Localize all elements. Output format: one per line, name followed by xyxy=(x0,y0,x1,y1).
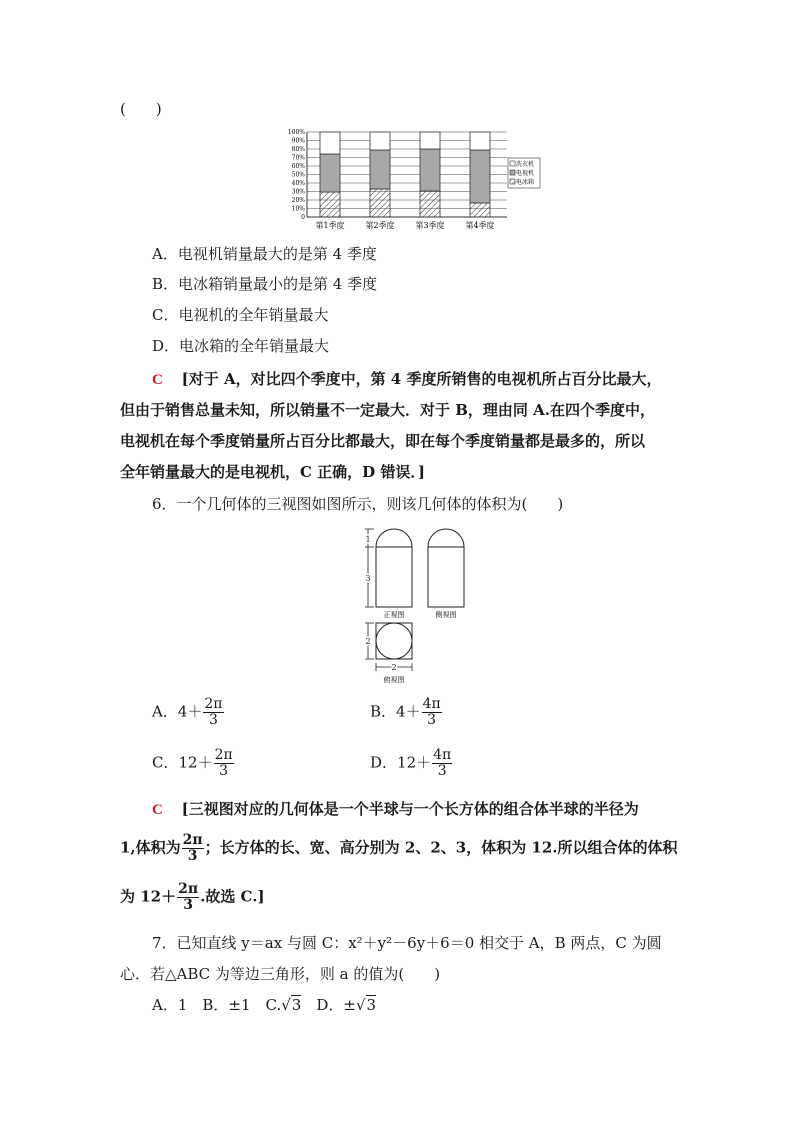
front-view-label: 正视图 xyxy=(383,611,405,619)
q6-b-fraction xyxy=(422,697,442,728)
q5-exp1: [对于 A，对比四个季度中，第 4 季度所销售的电视机所占百分比最大， xyxy=(181,370,662,388)
legend-swatch-washer xyxy=(510,161,515,166)
q6-exp3-den: 3 xyxy=(183,897,193,913)
q7-options-prefix: A．1 B．±1 C. xyxy=(152,996,282,1014)
y-tick-label: 30% xyxy=(291,188,305,196)
legend-washer: 洗衣机 xyxy=(516,161,535,168)
q6-b-den: 3 xyxy=(427,712,437,728)
q6-exp3-prefix: 为 12＋ xyxy=(120,887,177,906)
q6-explanation-line2 xyxy=(120,833,678,864)
bar-q4-tv xyxy=(470,150,490,203)
q6-c-den: 3 xyxy=(219,763,229,779)
x-label-q3: 第3季度 xyxy=(415,221,445,230)
q5-exp3: 电视机在每个季度销量所占百分比都最大，即在每个季度销量都是最多的，所以 xyxy=(120,432,646,450)
y-tick-label: 60% xyxy=(291,163,305,170)
y-tick-label: 50% xyxy=(291,171,305,179)
q7-line1: 7．已知直线 y＝ax 与圆 C：x²＋y²－6y＋6＝0 相交于 A，B 两点，C 为圆 xyxy=(152,934,662,952)
q6-exp2-den: 3 xyxy=(187,848,198,864)
q6-c-num: 2π xyxy=(214,747,233,763)
bar-q3-washer xyxy=(420,132,440,149)
q6-exp2-fraction xyxy=(182,833,204,864)
bar-q4-washer xyxy=(470,132,490,150)
q7-option-d-sqrt: 3 xyxy=(366,996,377,1014)
q5-option-d: D．电冰箱的全年销量最大 xyxy=(152,337,330,355)
y-tick-label: 0 xyxy=(301,214,305,221)
q6-exp2-num: 2π xyxy=(182,832,203,848)
q5-option-c: C．电视机的全年销量最大 xyxy=(152,306,329,324)
y-tick-label: 90% xyxy=(291,137,305,145)
q6-c-fraction xyxy=(214,748,234,779)
q6-explanation-line3 xyxy=(120,882,265,913)
q5-bracket: ( ) xyxy=(120,100,162,118)
q6-c-prefix: C．12＋ xyxy=(152,753,213,772)
q6-d-num: 4π xyxy=(433,747,452,763)
side-view xyxy=(428,529,464,607)
q5-option-a: A．电视机销量最大的是第 4 季度 xyxy=(152,245,377,263)
bar-q3-fridge xyxy=(420,191,440,217)
q5-explanation-line1 xyxy=(152,368,661,389)
front-view xyxy=(376,529,412,607)
y-tick-label: 70% xyxy=(291,154,305,162)
q6-b-num: 4π xyxy=(422,696,441,712)
x-label-q4: 第4季度 xyxy=(465,221,495,230)
q6-exp1: [三视图对应的几何体是一个半球与一个长方体的组合体半球的半径为 xyxy=(181,800,639,818)
dim-2-vertical: 2 xyxy=(365,637,371,646)
q5-answer-letter: C xyxy=(152,372,163,388)
y-tick-label: 40% xyxy=(291,180,305,187)
bar-q3-tv xyxy=(420,149,440,191)
q6-d-den: 3 xyxy=(437,763,447,779)
q6-d-fraction xyxy=(432,748,452,779)
q6-exp3-suffix: .故选 C.] xyxy=(200,887,265,906)
bar-q1-fridge xyxy=(320,192,340,217)
bar-q1-washer xyxy=(320,132,340,154)
y-tick-label: 100% xyxy=(287,129,305,136)
q7-line2: 心．若△ABC 为等边三角形，则 a 的值为( ) xyxy=(120,965,441,983)
q6-explanation-line1 xyxy=(152,798,639,819)
legend-fridge: 电冰箱 xyxy=(516,179,535,186)
q6-stem: 6．一个几何体的三视图如图所示，则该几何体的体积为( ) xyxy=(152,495,564,513)
q7-options-mid: D．± xyxy=(301,996,356,1014)
q5-exp4: 全年销量最大的是电视机，C 正确，D 错误．] xyxy=(120,463,425,481)
q5-option-b: B．电冰箱销量最小的是第 4 季度 xyxy=(152,275,378,293)
q6-option-c xyxy=(152,748,235,779)
q6-a-num: 2π xyxy=(204,696,223,712)
q5-chart xyxy=(285,128,545,232)
x-label-q1: 第1季度 xyxy=(315,221,345,230)
top-view-label: 俯视图 xyxy=(383,676,405,684)
q5-exp2: 但由于销售总量未知，所以销量不一定最大．对于 B，理由同 A.在四个季度中， xyxy=(120,401,655,419)
q7-options: A．1 B．±1 C.√3 D．±√3 xyxy=(152,996,377,1014)
dim-2-horizontal: 2 xyxy=(391,663,397,672)
y-tick-label: 20% xyxy=(291,197,305,204)
bar-q1-tv xyxy=(320,154,340,192)
q6-b-prefix: B．4＋ xyxy=(370,702,421,721)
dim-1: 1 xyxy=(365,535,371,544)
chart-y-ticks xyxy=(288,129,305,221)
y-tick-label: 10% xyxy=(291,205,305,213)
q6-option-b xyxy=(370,697,443,728)
q6-exp3-num: 2π xyxy=(178,881,199,897)
bar-q2-washer xyxy=(370,132,390,150)
q6-option-a xyxy=(152,697,225,728)
top-view xyxy=(376,623,412,659)
dim-3: 3 xyxy=(365,574,371,583)
y-tick-label: 80% xyxy=(291,146,305,153)
q6-a-fraction xyxy=(203,697,223,728)
x-label-q2: 第2季度 xyxy=(365,221,395,230)
q6-exp2-prefix: 1,体积为 xyxy=(120,838,181,857)
legend-tv: 电视机 xyxy=(516,170,535,177)
q6-a-den: 3 xyxy=(208,712,218,728)
q6-exp3-fraction xyxy=(177,882,199,913)
q7-option-c-sqrt: 3 xyxy=(291,996,302,1014)
q6-option-d xyxy=(370,748,453,779)
legend-swatch-fridge xyxy=(510,179,515,184)
bar-q2-tv xyxy=(370,150,390,189)
q6-d-prefix: D．12＋ xyxy=(370,753,432,772)
bar-q2-fridge xyxy=(370,189,390,217)
bar-q4-fridge xyxy=(470,203,490,217)
q6-three-views xyxy=(360,525,470,690)
legend-swatch-tv xyxy=(510,170,515,175)
q6-exp2-suffix: ；长方体的长、宽、高分别为 2、2、3，体积为 12.所以组合体的体积 xyxy=(204,838,678,857)
side-view-label: 侧视图 xyxy=(435,611,457,619)
q6-a-prefix: A．4＋ xyxy=(152,702,203,721)
q6-answer-letter: C xyxy=(152,802,163,818)
